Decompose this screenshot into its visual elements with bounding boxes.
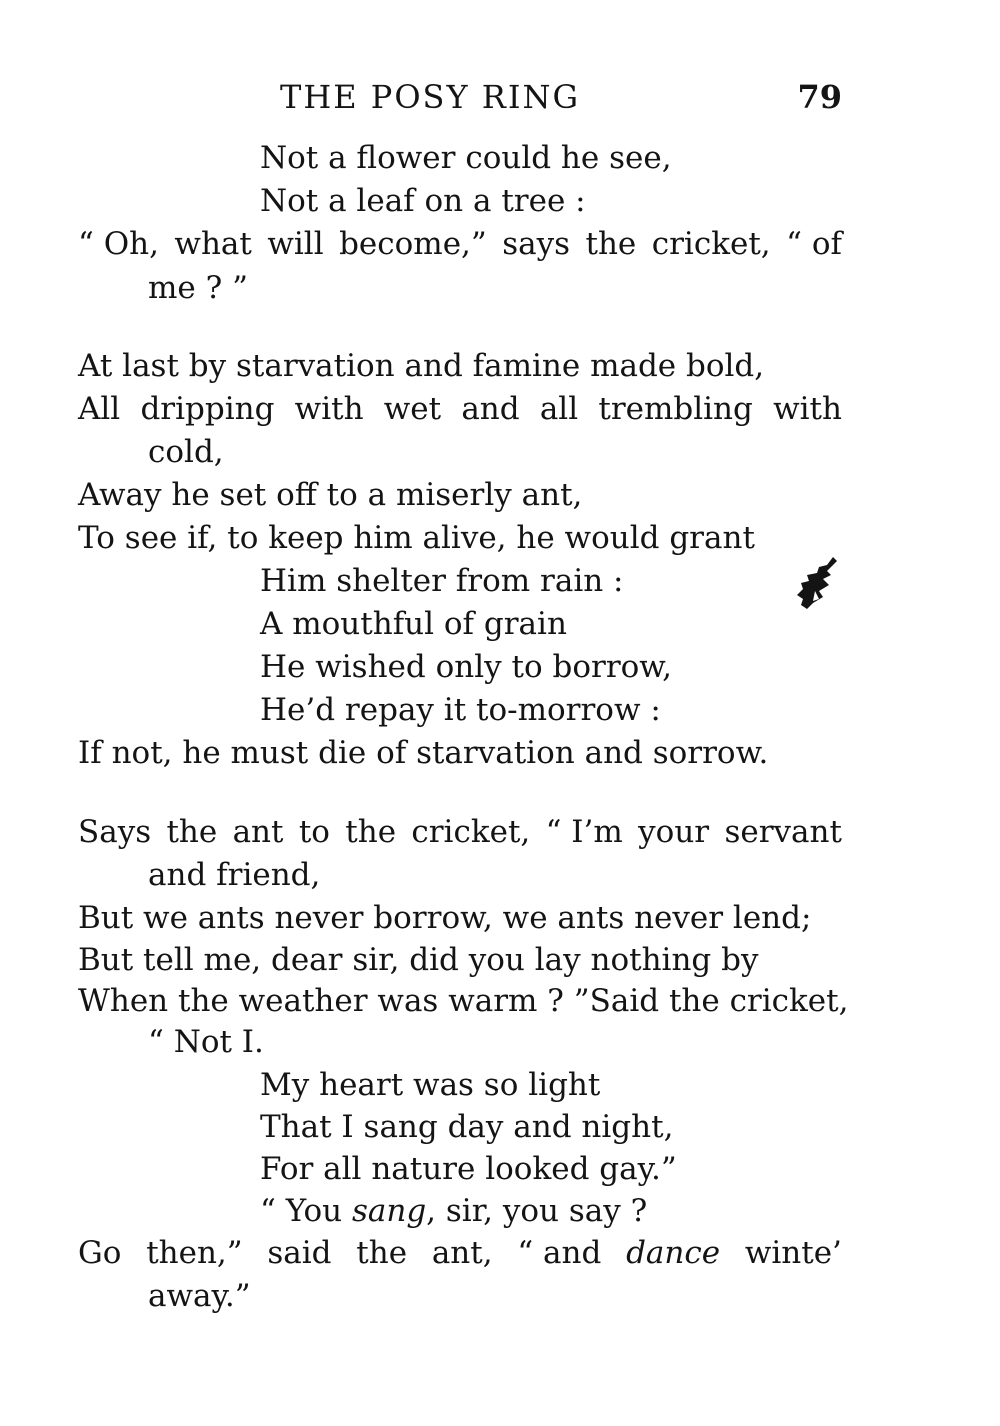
poem-word: cricket, (411, 814, 531, 850)
poem-word: with (294, 391, 364, 427)
poem-word: says (502, 226, 571, 262)
poem-line: My heart was so light (260, 1067, 601, 1103)
poem-line: me ? ” (148, 270, 248, 306)
poem-line: cold, (148, 434, 224, 470)
poem-line (78, 389, 842, 429)
poem-word: become,” (339, 226, 487, 262)
poem-line (78, 1233, 842, 1273)
running-head (80, 78, 842, 126)
poem-word: “ of (786, 226, 842, 262)
poem-line: That I sang day and night, (260, 1109, 674, 1145)
poem-word: to (298, 814, 330, 850)
poem-line: Him shelter from rain : (260, 563, 624, 599)
poem-line: For all nature looked gay.” (260, 1151, 677, 1187)
poem-word: trembling (598, 391, 753, 427)
poem-word: the (345, 814, 397, 850)
poem-word: the (356, 1235, 408, 1271)
poem-line: Not a leaf on a tree : (260, 183, 586, 219)
ink-blot-icon (793, 555, 841, 611)
poem-line: away.” (148, 1278, 251, 1314)
poem-word: all (539, 391, 579, 427)
poem-word: Go (78, 1235, 122, 1271)
poem-line: He wished only to borrow, (260, 649, 673, 685)
poem-word: ant, (431, 1235, 493, 1271)
poem-word: All (78, 391, 121, 427)
poem-word: ant (232, 814, 284, 850)
poem-word: then,” (146, 1235, 243, 1271)
poem-word: the (166, 814, 218, 850)
poem-word: cricket, (651, 226, 771, 262)
poem-line: Not a flower could he see, (260, 140, 672, 176)
poem-line (78, 981, 849, 1021)
poem-line: But tell me, dear sir, did you lay nothing by (78, 942, 759, 978)
poem-word: your (638, 814, 710, 850)
poem-line: Away he set off to a miserly ant, (78, 477, 583, 513)
poem-word: dripping (140, 391, 275, 427)
poem-line: “ Not I. (148, 1024, 264, 1060)
poem-line: If not, he must die of starvation and sorrow. (78, 735, 769, 771)
poem-word: wet (383, 391, 442, 427)
poem-word: said (267, 1235, 332, 1271)
poem-word: dance (626, 1235, 721, 1271)
poem-line: He’d repay it to-morrow : (260, 692, 661, 728)
poem-word: When the weather was warm ? ” (78, 983, 590, 1019)
poem-line: A mouthful of grain (260, 606, 567, 642)
running-head-title: THE POSY RING (280, 78, 581, 116)
poem-line (78, 812, 842, 852)
page-number: 79 (797, 78, 842, 116)
poem-word: “ and (517, 1235, 602, 1271)
poem-word: will (267, 226, 324, 262)
poem-line: At last by starvation and famine made bold, (78, 348, 765, 384)
poem-word: winte’ (744, 1235, 842, 1271)
poem-line: To see if, to keep him alive, he would grant (78, 520, 755, 556)
poem-word: the (585, 226, 637, 262)
poem-word: servant (724, 814, 842, 850)
poem-word: “ I’m (545, 814, 623, 850)
poem-word: Said the cricket, (589, 983, 849, 1019)
poem-line (78, 224, 842, 264)
poem-word: “ Oh, (78, 226, 159, 262)
poem-line: But we ants never borrow, we ants never lend; (78, 900, 812, 936)
poem-line: “ You sang, sir, you say ? (260, 1193, 648, 1229)
poem-word: what (174, 226, 252, 262)
poem-word: with (773, 391, 842, 427)
poem-word: and (461, 391, 520, 427)
poem-line: and friend, (148, 857, 321, 893)
poem-word: Says (78, 814, 152, 850)
